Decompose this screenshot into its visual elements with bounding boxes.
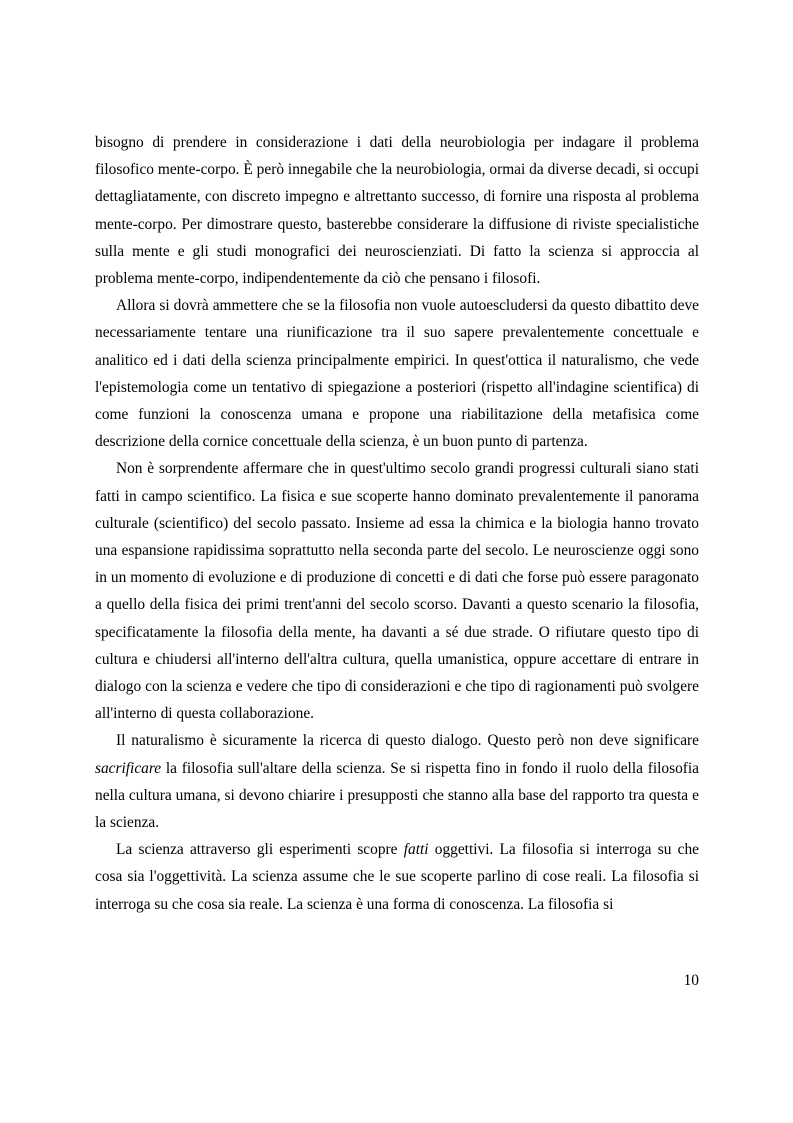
paragraph-3: [95, 455, 699, 727]
paragraph-5: [95, 836, 699, 918]
paragraph-4-text-b: la filosofia sull'altare della scienza. Se si rispetta fino in fondo il ruolo della filosofia nella cultura umana, si devono chiarire i presupposti che stanno alla base del rapporto tra questa e la scienza.: [95, 759, 699, 832]
paragraph-5-text-b: oggettivi. La filosofia si interroga su che cosa sia l'oggettività. La scienza assume che le sue scoperte parlino di cose reali. La filosofia si interroga su che cosa sia reale. La scienza è una forma di conoscenza. La filosofia si: [95, 841, 699, 913]
paragraph-2: [95, 292, 699, 455]
paragraph-5-emphasis: fatti: [403, 841, 429, 859]
paragraph-4-text-a: Il naturalismo è sicuramente la ricerca di questo dialogo. Questo però non deve significare: [116, 732, 699, 750]
page-body: [95, 129, 699, 918]
paragraph-1-text: bisogno di prendere in considerazione i dati della neurobiologia per indagare il problema filosofico mente-corpo. È però innegabile che la neurobiologia, ormai da diverse decadi, si occupi dettagliatamente, con discreto impegno e altrettanto successo, di fornire una risposta al problema mente-corpo. Per dimostrare questo, basterebbe considerare la diffusione di riviste specialistiche sulla mente e gli studi monografici dei neuroscienziati. Di fatto la scienza si approccia al problema mente-corpo, indipendentemente da ciò che pensano i filosofi.: [95, 134, 699, 288]
paragraph-5-text-a: La scienza attraverso gli esperimenti scopre: [116, 841, 404, 859]
page-number: 10: [683, 972, 699, 989]
paragraph-3-text: Non è sorprendente affermare che in quest'ultimo secolo grandi progressi culturali siano stati fatti in campo scientifico. La fisica e sue scoperte hanno dominato prevalentemente il panorama culturale (scientifico) del secolo passato. Insieme ad essa la chimica e la biologia hanno trovato una espansione rapidissima soprattutto nella seconda parte del secolo. Le neuroscienze oggi sono in un momento di evoluzione e di produzione di concetti e di dati che forse può essere paragonato a quello della fisica dei primi trent'anni del secolo scorso. Davanti a questo scenario la filosofia, specificatamente la filosofia della mente, ha davanti a sé due strade. O rifiutare questo tipo di cultura e chiudersi all'interno dell'altra cultura, quella umanistica, oppure accettare di entrare in dialogo con la scienza e vedere che tipo di considerazioni e che tipo di ragionamenti può svolgere all'interno di questa collaborazione.: [95, 460, 699, 723]
paragraph-2-text: Allora si dovrà ammettere che se la filosofia non vuole autoescludersi da questo dibattito deve necessariamente tentare una riunificazione tra il suo sapere prevalentemente concettuale e analitico ed i dati della scienza principalmente empirici. In quest'ottica il naturalismo, che vede l'epistemologia come un tentativo di spiegazione a posteriori (rispetto all'indagine scientifica) di come funzioni la conoscenza umana e propone una riabilitazione della metafisica come descrizione della cornice concettuale della scienza, è un buon punto di partenza.: [95, 297, 699, 451]
paragraph-4: [95, 727, 699, 836]
paragraph-1: [95, 129, 699, 292]
paragraph-4-emphasis: sacrificare: [95, 759, 162, 777]
